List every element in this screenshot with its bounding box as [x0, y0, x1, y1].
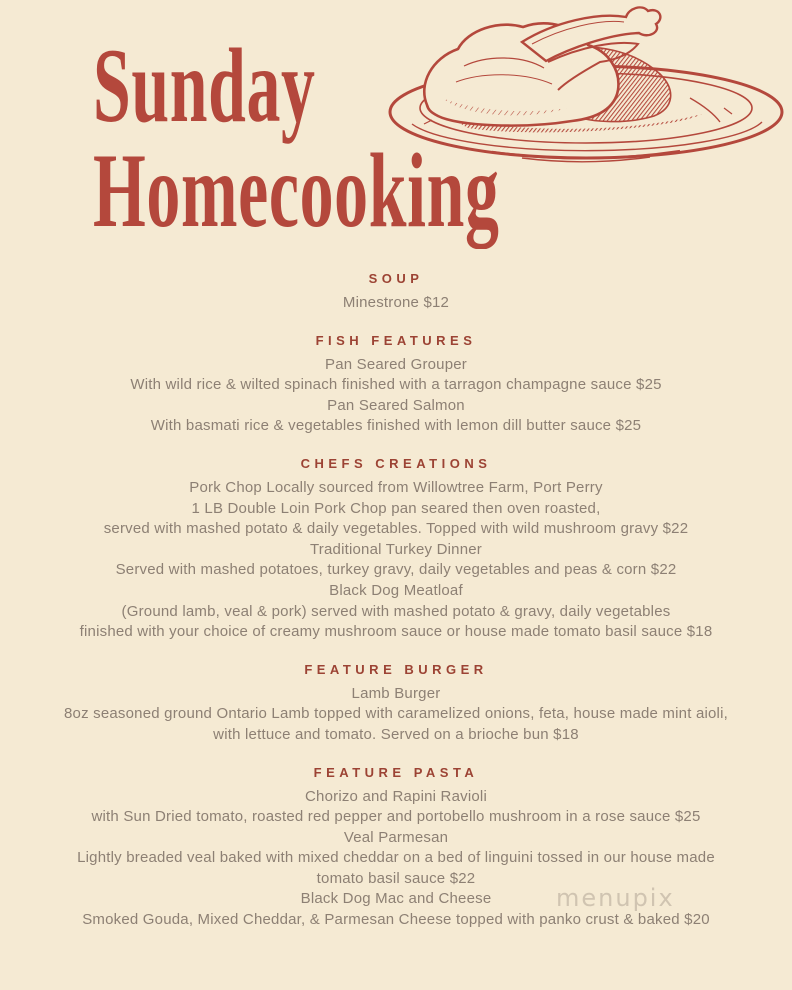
- menu-line: Pan Seared Salmon: [327, 396, 465, 414]
- menu-line: Veal Parmesan: [343, 828, 449, 846]
- menu-line: Lamb Burger: [351, 684, 441, 702]
- menu-line: Black Dog Meatloaf: [329, 581, 463, 599]
- menu-line: With basmati rice & vegetables finished with lemon dill butter sauce $25: [150, 417, 642, 435]
- menu-line: with lettuce and tomato. Served on a brioche bun $18: [213, 725, 579, 743]
- menu-sections: [20, 272, 772, 931]
- section-heading: FEATURE BURGER: [304, 661, 488, 677]
- menu-line: Traditional Turkey Dinner: [309, 540, 482, 558]
- section-lines: [20, 293, 772, 314]
- section-heading: SOUP: [368, 271, 424, 286]
- menu-line: Chorizo and Rapini Ravioli: [305, 787, 487, 805]
- section-lines: [20, 684, 772, 746]
- title-line-1: Sunday: [93, 27, 316, 144]
- menu-line: with Sun Dried tomato, roasted red pepper and portobello mushroom in a rose sauce $25: [91, 808, 701, 826]
- menu-line: Black Dog Mac and Cheese: [300, 890, 492, 908]
- menu-section: [20, 272, 772, 314]
- section-heading: CHEFS CREATIONS: [300, 455, 492, 471]
- menu-line: With wild rice & wilted spinach finished with a tarragon champagne sauce $25: [130, 376, 662, 394]
- menu-line: Pan Seared Grouper: [324, 355, 468, 373]
- menu-line: 1 LB Double Loin Pork Chop pan seared then oven roasted,: [191, 499, 601, 517]
- menu-line: finished with your choice of creamy mushroom sauce or house made tomato basil sauce $18: [79, 623, 713, 641]
- section-lines: [20, 478, 772, 643]
- section-heading: FISH FEATURES: [315, 332, 477, 348]
- section-lines: [20, 787, 772, 931]
- menu-section: [20, 766, 772, 931]
- menu-title: [93, 27, 728, 249]
- section-heading: FEATURE PASTA: [313, 764, 479, 780]
- menu-line: Pork Chop Locally sourced from Willowtree Farm, Port Perry: [189, 478, 603, 496]
- menu-line: served with mashed potato & daily vegetables. Topped with wild mushroom gravy $22: [103, 520, 689, 538]
- section-lines: [20, 355, 772, 437]
- title-line-2: Homecooking: [93, 132, 500, 249]
- menu-line: Minestrone $12: [342, 294, 450, 311]
- menu-line: Smoked Gouda, Mixed Cheddar, & Parmesan Cheese topped with panko crust & baked $20: [82, 911, 710, 929]
- menu-section: [20, 457, 772, 643]
- menu-section: [20, 663, 772, 746]
- menu-line: Lightly breaded veal baked with mixed cheddar on a bed of linguini tossed in our house made: [77, 849, 715, 867]
- menu-line: tomato basil sauce $22: [316, 869, 476, 887]
- menu-line: (Ground lamb, veal & pork) served with mashed potato & gravy, daily vegetables: [121, 602, 671, 620]
- menu-line: 8oz seasoned ground Ontario Lamb topped with caramelized onions, feta, house made mint aioli,: [64, 705, 728, 723]
- menu-line: Served with mashed potatoes, turkey gravy, daily vegetables and peas & corn $22: [115, 561, 677, 579]
- menupix-watermark: menupix: [556, 884, 675, 912]
- menu-section: [20, 334, 772, 437]
